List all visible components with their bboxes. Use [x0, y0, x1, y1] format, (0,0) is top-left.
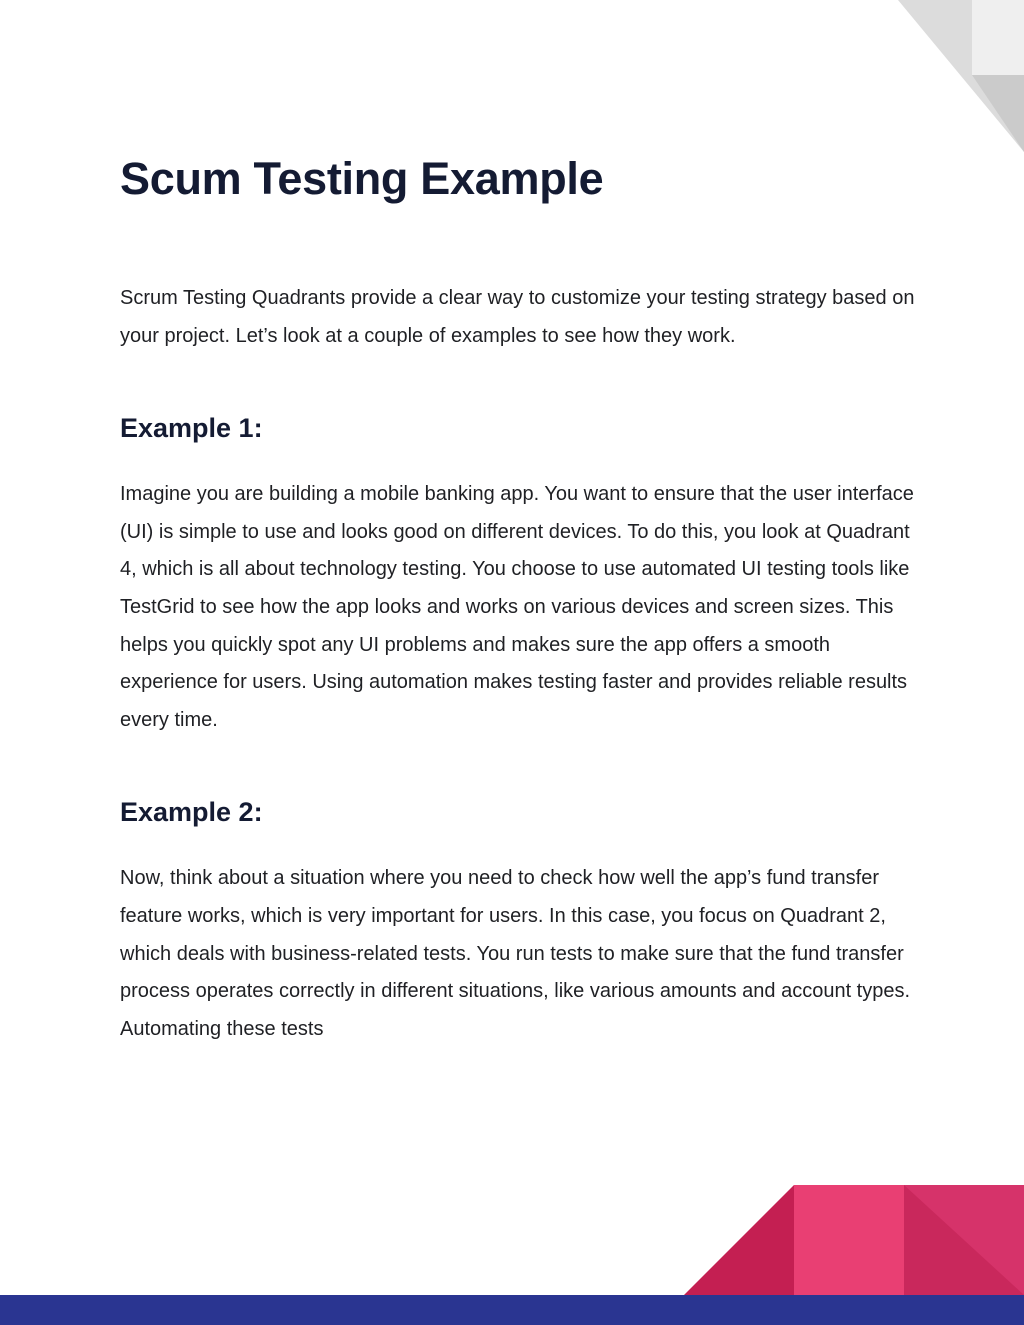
example-1-heading: Example 1:: [120, 413, 263, 444]
document-body: [120, 148, 920, 1048]
corner-decoration-top: [864, 0, 1024, 160]
footer-bar: [0, 1295, 1024, 1325]
example-2-paragraph: Now, think about a situation where you need to check how well the app’s fund transfer feature works, which is very important for users. In this case, you focus on Quadrant 2, which deals with business-related tests. You run tests to make sure that the fund transfer process operates correctly in different situations, like various amounts and account types. Automating these tests: [120, 867, 911, 1040]
corner-decoration-bottom: [684, 1185, 1024, 1295]
example-2-heading: Example 2:: [120, 797, 263, 828]
page-title: Scum Testing Example: [120, 153, 604, 204]
example-1-paragraph: Imagine you are building a mobile banking app. You want to ensure that the user interface (UI) is simple to use and looks good on different devices. To do this, you look at Quadrant 4, which is all about technology testing. You choose to use automated UI testing tools like TestGrid to see how the app looks and works on various devices and screen sizes. This helps you quickly spot any UI problems and makes sure the app offers a smooth experience for users. Using automation makes testing faster and provides reliable results every time.: [120, 483, 914, 731]
intro-paragraph: Scrum Testing Quadrants provide a clear way to customize your testing strategy based on your project. Let’s look at a couple of examples to see how they work.: [120, 287, 915, 347]
